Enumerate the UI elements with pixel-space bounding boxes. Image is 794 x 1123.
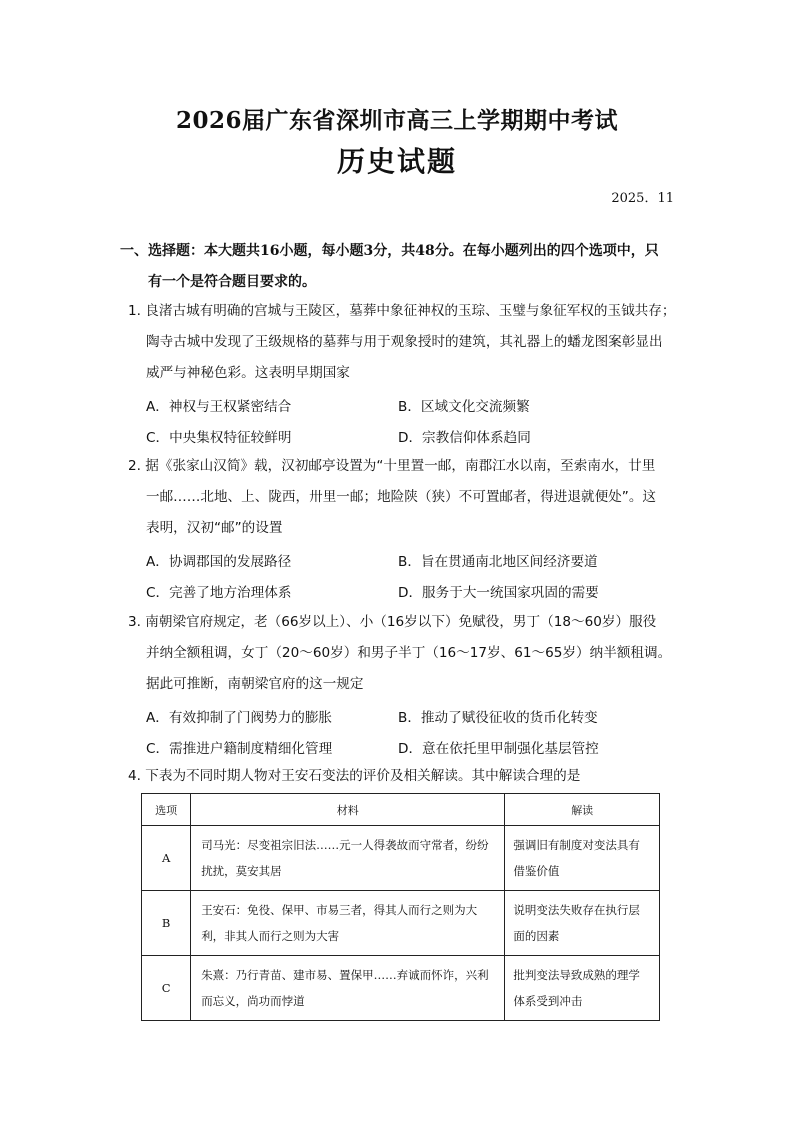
table-row: [142, 956, 660, 1021]
section-heading: [120, 236, 680, 298]
question-1-options: [146, 389, 686, 451]
table-header-row: [142, 794, 660, 826]
table-row-key: B: [142, 891, 191, 956]
section-heading-line1: 一、选择题：本大题共16小题，每小题3分，共48分。在每小题列出的四个选项中，只: [120, 243, 659, 259]
question-2-line-1: 2. 据《张家山汉简》载，汉初邮亭设置为“十里置一邮，南郡江水以南，至索南水，廿里: [128, 458, 656, 474]
question-3-option-b[interactable]: B．推动了赋役征收的货币化转变: [398, 709, 598, 726]
table-header-material: 材料: [191, 794, 505, 826]
question-2-option-c[interactable]: C．完善了地方治理体系: [146, 584, 292, 601]
question-2-line-2: 一邮……北地、上、陇西，卅里一邮；地险陕（狭）不可置邮者，得进退就便处”。这: [146, 489, 657, 505]
table-row-reading: 强调旧有制度对变法具有借鉴价值: [505, 826, 660, 891]
table-row: [142, 891, 660, 956]
question-1-option-a[interactable]: A．神权与王权紧密结合: [146, 398, 292, 415]
exam-date: 2025．11: [611, 191, 674, 206]
table-header-reading: 解读: [505, 794, 660, 826]
table-row-material: 王安石：免役、保甲、市易三者，得其人而行之则为大利，非其人而行之则为大害: [191, 891, 505, 956]
table-row-key: A: [142, 826, 191, 891]
table-row-material: 朱熹：乃行青苗、建市易、置保甲……弃诚而怀诈，兴利而忘义，尚功而悖道: [191, 956, 505, 1021]
question-1-option-b[interactable]: B．区域文化交流频繁: [398, 398, 530, 415]
question-1: [128, 296, 688, 389]
question-4: [128, 761, 688, 792]
question-2-option-b[interactable]: B．旨在贯通南北地区间经济要道: [398, 553, 598, 570]
table-row-reading: 说明变法失败存在执行层面的因素: [505, 891, 660, 956]
question-1-option-c[interactable]: C．中央集权特征较鲜明: [146, 429, 292, 446]
evaluation-table: [141, 793, 660, 1021]
question-1-line-3: 威严与神秘色彩。这表明早期国家: [146, 365, 350, 381]
question-1-line-1: 1. 良渚古城有明确的宫城与王陵区，墓葬中象征神权的玉琮、玉璧与象征军权的玉钺共存；: [128, 303, 676, 319]
question-1-option-d[interactable]: D．宗教信仰体系趋同: [398, 429, 531, 446]
table-header-option: 选项: [142, 794, 191, 826]
question-1-line-2: 陶寺古城中发现了王级规格的墓葬与用于观象授时的建筑，其礼器上的蟠龙图案彰显出: [146, 334, 663, 350]
question-3-option-c[interactable]: C．需推进户籍制度精细化管理: [146, 740, 333, 757]
question-3-options: [146, 700, 686, 762]
table-row: [142, 826, 660, 891]
exam-subtitle: 历史试题: [336, 145, 457, 178]
question-3: [128, 607, 688, 700]
section-heading-line2: 有一个是符合题目要求的。: [148, 274, 316, 290]
question-3-option-d[interactable]: D．意在依托里甲制强化基层管控: [398, 740, 599, 757]
question-2-option-a[interactable]: A．协调郡国的发展路径: [146, 553, 292, 570]
question-3-option-a[interactable]: A．有效抑制了门阀势力的膨胀: [146, 709, 333, 726]
question-2: [128, 451, 688, 544]
question-4-line-1: 4. 下表为不同时期人物对王安石变法的评价及相关解读。其中解读合理的是: [128, 768, 581, 784]
question-2-option-d[interactable]: D．服务于大一统国家巩固的需要: [398, 584, 599, 601]
exam-title: 2026届广东省深圳市高三上学期期中考试: [175, 107, 618, 134]
question-3-line-3: 据此可推断，南朝梁官府的这一规定: [146, 676, 364, 692]
table-row-key: C: [142, 956, 191, 1021]
question-3-line-1: 3. 南朝梁官府规定，老（66岁以上）、小（16岁以下）免赋役，男丁（18～60岁）服役: [128, 614, 657, 630]
question-3-line-2: 并纳全额租调，女丁（20～60岁）和男子半丁（16～17岁、61～65岁）纳半额租调。: [146, 645, 672, 661]
table-row-material: 司马光：尽变祖宗旧法……元一人得袭故而守常者，纷纷扰扰，莫安其居: [191, 826, 505, 891]
table-row-reading: 批判变法导致成熟的理学体系受到冲击: [505, 956, 660, 1021]
question-2-options: [146, 544, 686, 606]
question-2-line-3: 表明，汉初“邮”的设置: [146, 520, 283, 536]
